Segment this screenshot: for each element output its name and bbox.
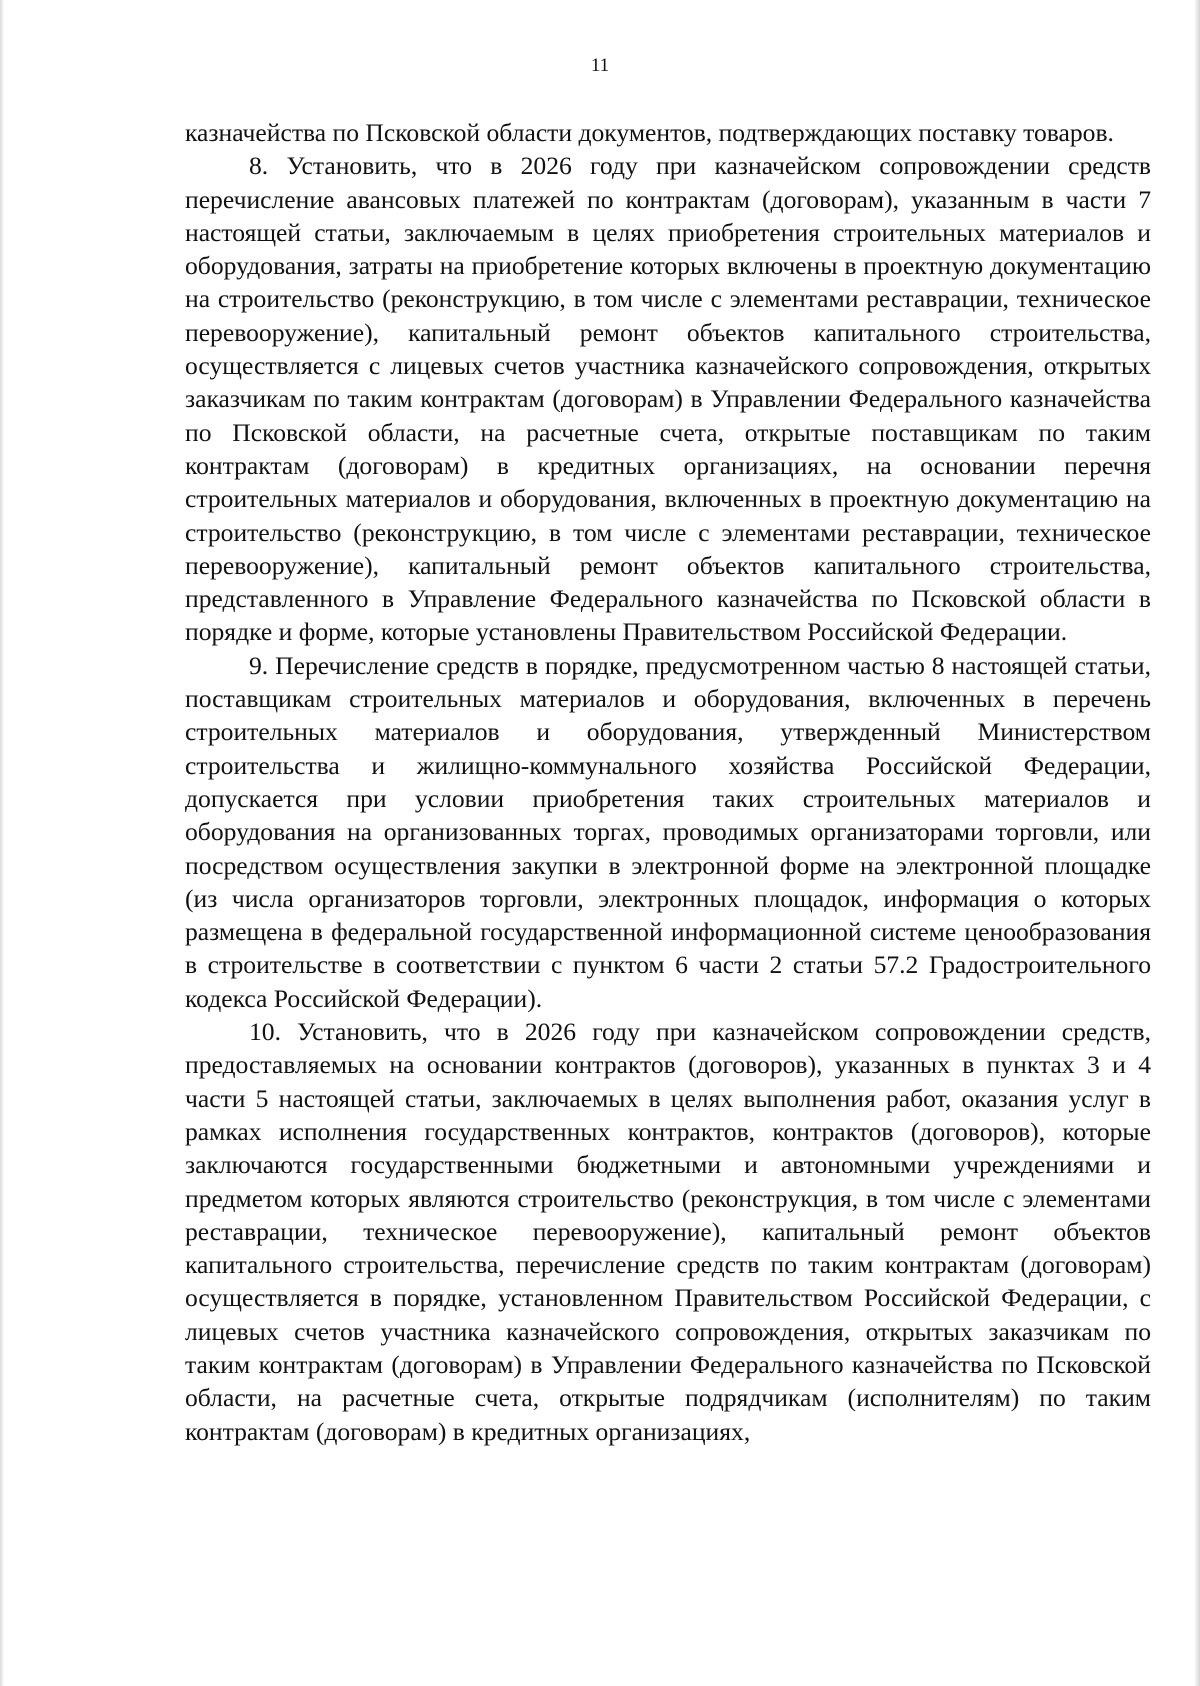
scan-edge-right [1194,0,1200,1686]
page-number: 11 [590,55,610,76]
paragraph-continuation: казначейства по Псковской области документов, подтверждающих поставку товаров. [185,118,1114,147]
paragraph-item-8: 8. Установить, что в 2026 году при казначейском сопровождении средств перечисление авансовых платежей по контрактам (договорам), указанным в части 7 настоящей статьи, заключаемым в целях приобретения строительных материалов и оборудования, затраты на приобретение которых включены в проектную документацию на строительство (реконструкцию, в том числе с элементами реставрации, техническое перевооружение), капитальный ремонт объектов капитального строительства, осуществляется с лицевых счетов участника казначейского сопровождения, открытых заказчикам по таким контрактам (договорам) в Управлении Федерального казначейства по Псковской области, на расчетные счета, открытые поставщикам по таким контрактам (договорам) в кредитных организациях, на основании перечня строительных материалов и оборудования, включенных в проектную документацию на строительство (реконструкцию, в том числе с элементами реставрации, техническое перевооружение), капитальный ремонт объектов капитального строительства, представленного в Управление Федерального казначейства по Псковской области в порядке и форме, которые установлены Правительством Российской Федерации. [185,151,1151,647]
paragraph-item-10: 10. Установить, что в 2026 году при казначейском сопровождении средств, предоставляемых на основании контрактов (договоров), указанных в пунктах 3 и 4 части 5 настоящей статьи, заключаемых в целях выполнения работ, оказания услуг в рамках исполнения государственных контрактов, контрактов (договоров), которые заключаются государственными бюджетными и автономными учреждениями и предметом которых являются строительство (реконструкция, в том числе с элементами реставрации, техническое перевооружение), капитальный ремонт объектов капитального строительства, перечисление средств по таким контрактам (договорам) осуществляется в порядке, установленном Правительством Российской Федерации, с лицевых счетов участника казначейского сопровождения, открытых заказчикам по таким контрактам (договорам) в Управлении Федерального казначейства по Псковской области, на расчетные счета, открытые подрядчикам (исполнителям) по таким контрактам (договорам) в кредитных организациях, [185,1017,1151,1446]
paragraph-item-9: 9. Перечисление средств в порядке, предусмотренном частью 8 настоящей статьи, поставщикам строительных материалов и оборудования, включенных в перечень строительных материалов и оборудования, утвержденный Министерством строительства и жилищно-коммунального хозяйства Российской Федерации, допускается при условии приобретения таких строительных материалов и оборудования на организованных торгах, проводимых организаторами торговли, или посредством осуществления закупки в электронной форме на электронной площадке (из числа организаторов торговли, электронных площадок, информация о которых размещена в федеральной государственной информационной системе ценообразования в строительстве в соответствии с пунктом 6 части 2 статьи 57.2 Градостроительного кодекса Российской Федерации). [185,650,1151,1013]
document-body [185,116,1151,1448]
scan-edge-left [0,0,4,1686]
